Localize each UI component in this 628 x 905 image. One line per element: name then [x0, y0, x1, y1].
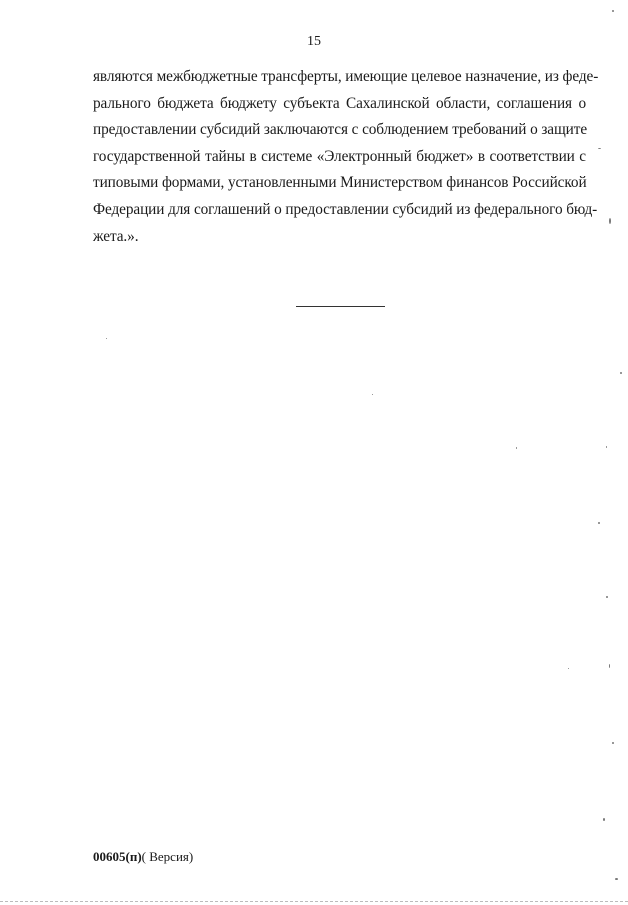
scan-speck — [372, 394, 373, 395]
text-line: государственной тайны в системе «Электронный бюджет» в соответствии с — [93, 147, 586, 165]
scan-speck — [609, 664, 610, 668]
scan-speck — [606, 596, 608, 598]
scan-speck — [620, 372, 622, 374]
document-code: 00605(п) — [93, 849, 142, 864]
scan-speck — [606, 446, 607, 448]
body-paragraph — [93, 64, 599, 250]
end-separator-line — [296, 306, 385, 307]
scan-speck — [598, 522, 600, 524]
scan-speck — [612, 742, 614, 744]
scan-speck — [516, 447, 517, 449]
scan-speck — [106, 338, 107, 339]
text-line: Федерации для соглашений о предоставлении субсидий из федерального бюд- — [93, 200, 598, 218]
text-line: рального бюджета бюджету субъекта Сахалинской области, соглашения о — [93, 94, 586, 112]
document-footer — [93, 849, 193, 865]
scan-speck — [612, 10, 614, 12]
scan-speck — [615, 878, 618, 880]
scan-speck — [568, 668, 569, 669]
scan-speck — [609, 218, 611, 224]
scan-speck — [598, 148, 601, 149]
page-number: 15 — [307, 34, 321, 49]
scan-bottom-edge — [0, 901, 628, 902]
scan-speck — [603, 818, 605, 821]
document-version: ( Версия) — [141, 849, 194, 864]
text-line: предоставлении субсидий заключаются с соблюдением требований о защите — [93, 121, 588, 139]
text-line: жета.». — [93, 227, 139, 245]
text-line: типовыми формами, установленными Министерством финансов Российской — [93, 174, 587, 192]
text-line: являются межбюджетные трансферты, имеющие целевое назначение, из феде- — [93, 68, 599, 85]
